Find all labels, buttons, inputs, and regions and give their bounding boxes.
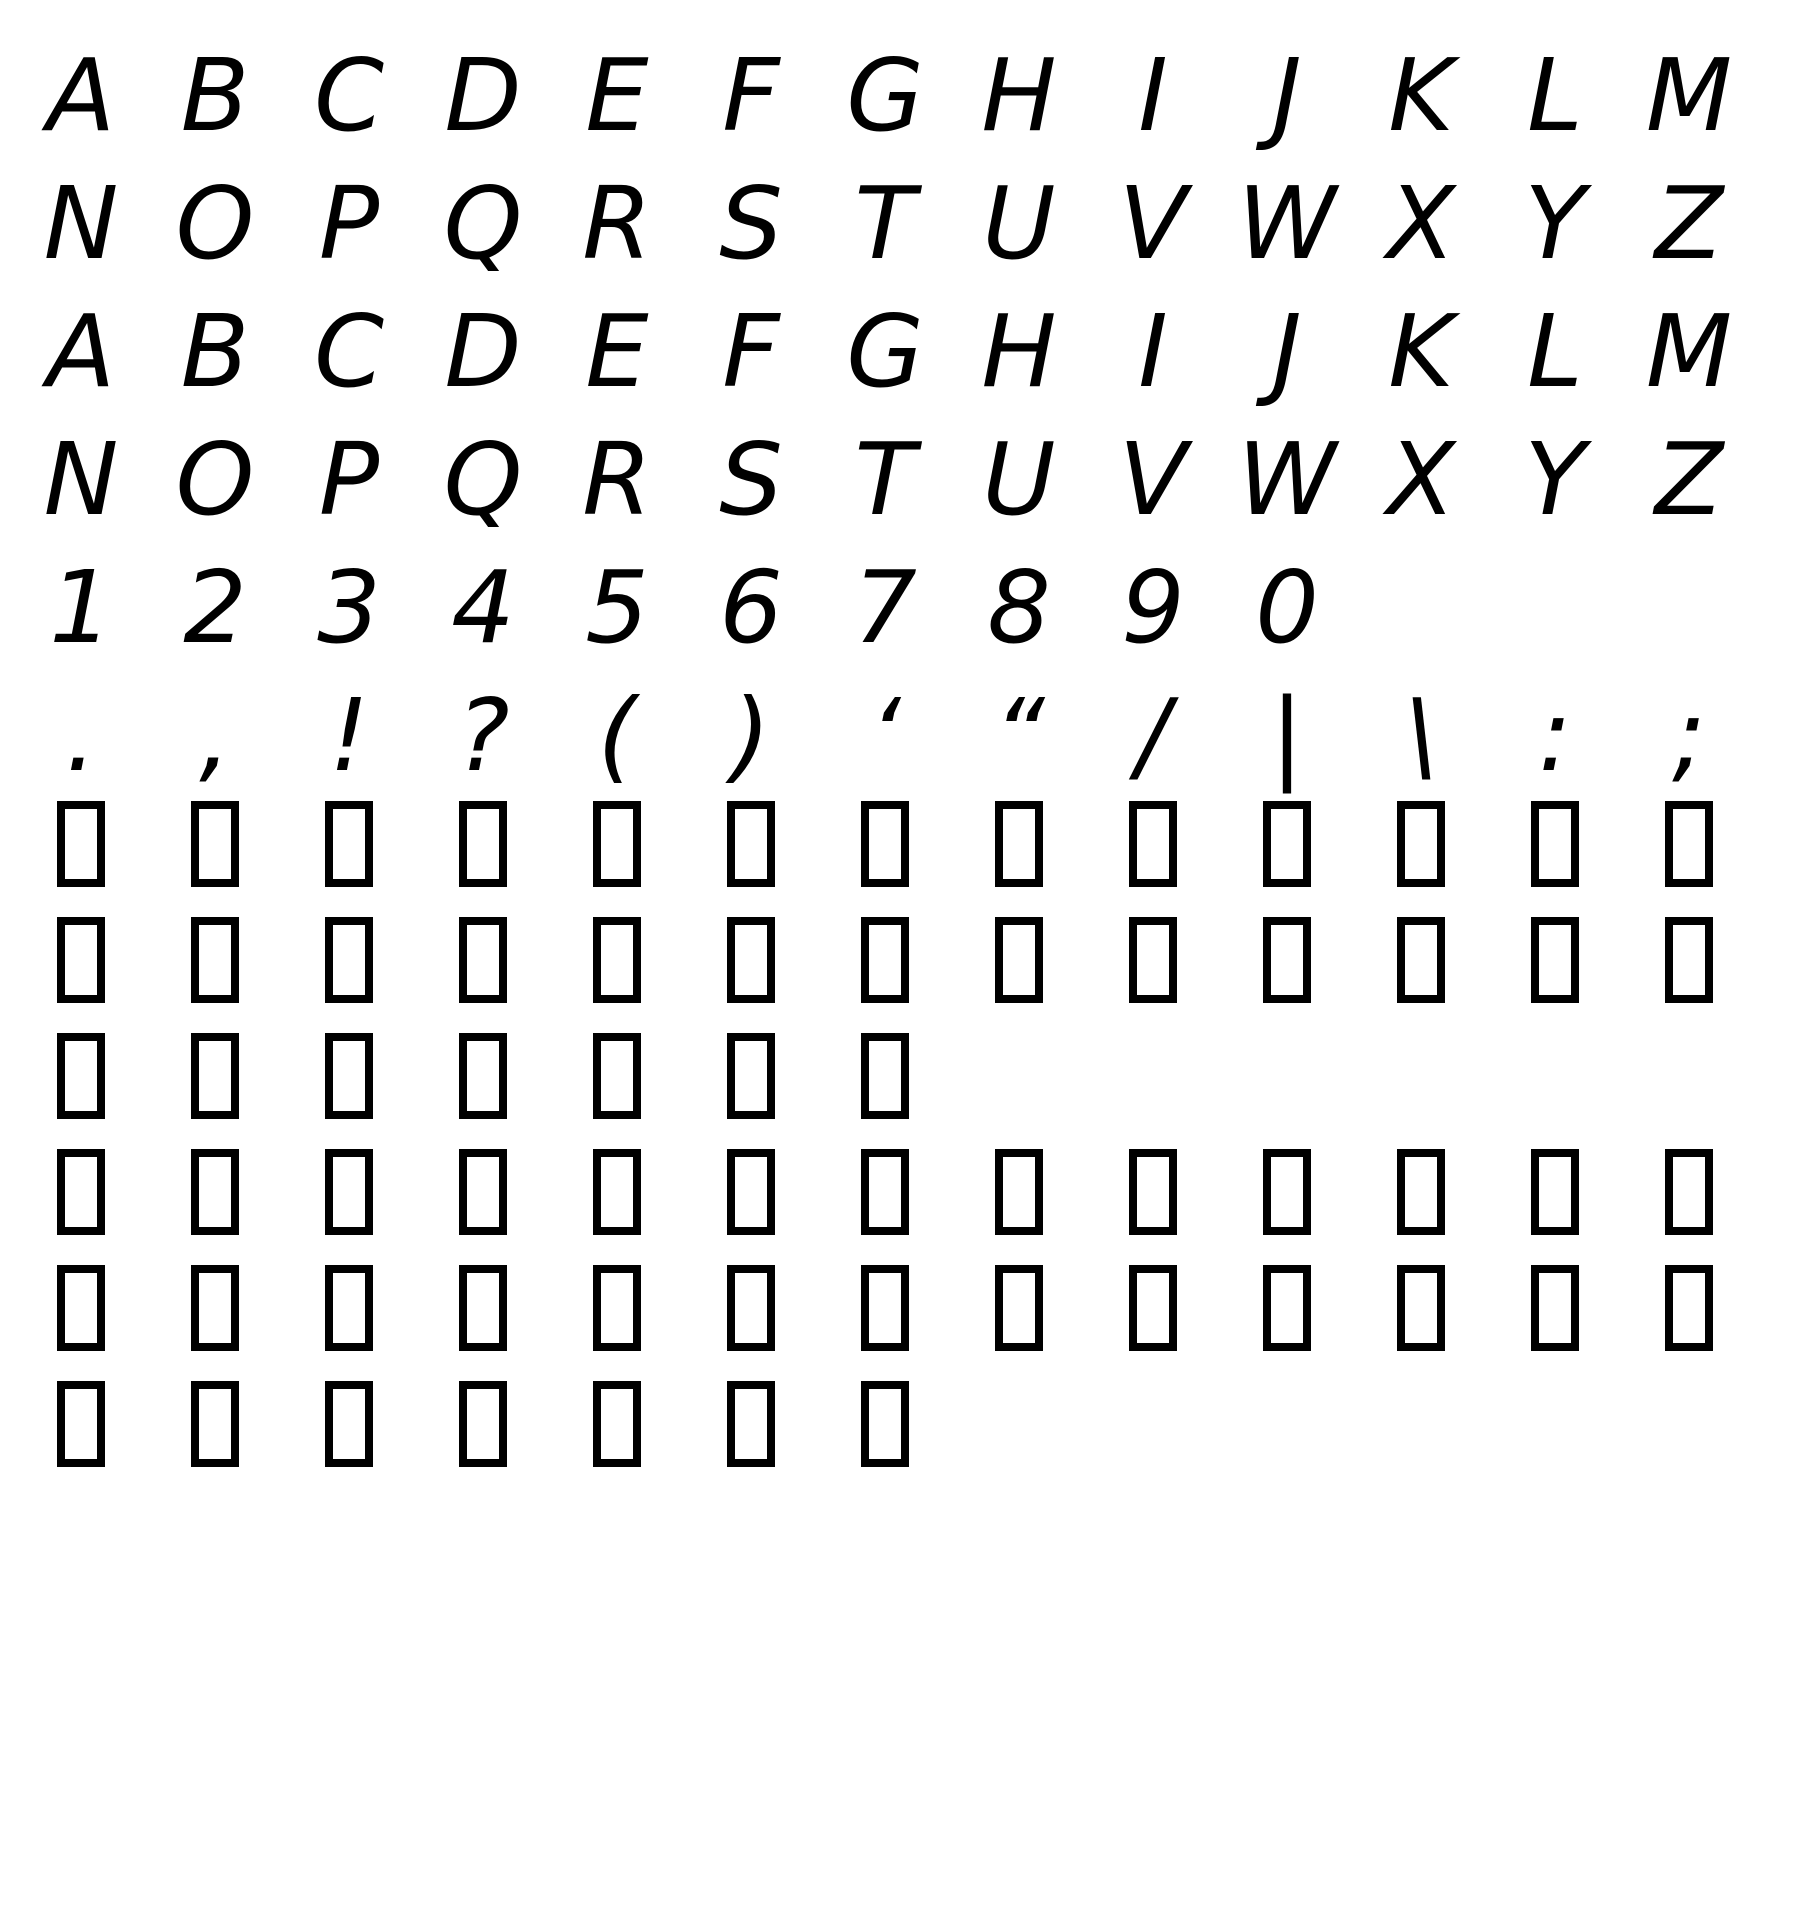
tofu-icon: [727, 1265, 775, 1351]
missing-glyph-box: [1622, 786, 1756, 902]
missing-glyph-box: [148, 902, 282, 1018]
tofu-icon: [459, 801, 507, 887]
missing-glyph-box: [684, 1366, 818, 1482]
tofu-icon: [727, 1033, 775, 1119]
glyph-cell: 7: [853, 549, 917, 666]
glyph-cell: Z: [1654, 421, 1724, 538]
glyph-cell: 4: [451, 549, 515, 666]
tofu-icon: [593, 1381, 641, 1467]
glyph-cell: !: [328, 677, 370, 794]
tofu-icon: [57, 1149, 105, 1235]
missing-glyph-box: [14, 1018, 148, 1134]
glyph-cell: T: [854, 421, 916, 538]
glyph-cell: R: [582, 165, 652, 282]
missing-glyph-box: [550, 902, 684, 1018]
glyph-cell: J: [1272, 37, 1302, 154]
tofu-icon: [191, 1033, 239, 1119]
glyph-cell: |: [1270, 677, 1304, 794]
glyph-cell: I: [1138, 37, 1168, 154]
glyph-cell: V: [1118, 421, 1188, 538]
missing-glyph-box: [550, 1018, 684, 1134]
missing-glyph-box: [684, 1018, 818, 1134]
missing-glyph-box: [282, 902, 416, 1018]
glyph-cell: \: [1404, 677, 1438, 794]
missing-glyph-box: [550, 1366, 684, 1482]
missing-glyph-box: [1220, 1250, 1354, 1366]
glyph-cell: P: [318, 421, 380, 538]
missing-glyph-box: [550, 1134, 684, 1250]
missing-glyph-box: [282, 786, 416, 902]
missing-glyph-box: [416, 1018, 550, 1134]
missing-glyph-box: [1622, 1134, 1756, 1250]
tofu-icon: [861, 1265, 909, 1351]
missing-glyphs-row-2: [14, 902, 1764, 1018]
glyph-cell: 0: [1255, 549, 1319, 666]
glyph-cell: ): [731, 677, 771, 794]
glyph-cell: J: [1272, 293, 1302, 410]
glyph-cell: L: [1527, 293, 1583, 410]
missing-glyph-box: [1086, 1250, 1220, 1366]
tofu-icon: [1531, 1265, 1579, 1351]
tofu-icon: [191, 1149, 239, 1235]
tofu-icon: [727, 1149, 775, 1235]
tofu-icon: [459, 1149, 507, 1235]
missing-glyph-box: [952, 786, 1086, 902]
tofu-icon: [727, 1381, 775, 1467]
missing-glyph-box: [14, 786, 148, 902]
punctuation: [14, 658, 1764, 794]
glyph-cell: 3: [317, 549, 381, 666]
glyph-cell: E: [585, 293, 649, 410]
glyph-cell: O: [175, 421, 255, 538]
uppercase-alt-a-m: [14, 274, 1764, 410]
missing-glyph-box: [416, 1134, 550, 1250]
glyph-cell: S: [719, 421, 783, 538]
missing-glyph-box: [818, 1250, 952, 1366]
tofu-icon: [1129, 917, 1177, 1003]
uppercase-alt-n-z: [14, 402, 1764, 538]
missing-glyph-box: [684, 1250, 818, 1366]
missing-glyph-box: [282, 1250, 416, 1366]
glyph-cell: ,: [199, 677, 231, 794]
missing-glyph-box: [1086, 902, 1220, 1018]
tofu-icon: [191, 1381, 239, 1467]
missing-glyph-box: [148, 1134, 282, 1250]
glyph-cell: S: [719, 165, 783, 282]
missing-glyph-box: [818, 786, 952, 902]
tofu-icon: [861, 1381, 909, 1467]
missing-glyph-box: [14, 1250, 148, 1366]
glyph-cell: G: [846, 293, 924, 410]
tofu-icon: [1397, 917, 1445, 1003]
glyph-cell: Z: [1654, 165, 1724, 282]
tofu-icon: [57, 1381, 105, 1467]
missing-glyph-box: [1220, 1134, 1354, 1250]
missing-glyph-box: [684, 786, 818, 902]
glyph-cell: ?: [456, 677, 510, 794]
glyph-cell: Y: [1524, 421, 1586, 538]
tofu-icon: [1665, 1265, 1713, 1351]
tofu-icon: [1665, 801, 1713, 887]
missing-glyph-box: [148, 1018, 282, 1134]
glyph-cell: T: [854, 165, 916, 282]
glyph-cell: H: [981, 37, 1057, 154]
missing-glyph-box: [1622, 902, 1756, 1018]
tofu-icon: [57, 1033, 105, 1119]
glyph-cell: Q: [443, 165, 523, 282]
tofu-icon: [861, 1033, 909, 1119]
glyph-cell: V: [1118, 165, 1188, 282]
tofu-icon: [593, 917, 641, 1003]
glyph-cell: :: [1538, 677, 1572, 794]
tofu-icon: [325, 1265, 373, 1351]
missing-glyph-box: [1622, 1250, 1756, 1366]
missing-glyph-box: [952, 1250, 1086, 1366]
glyph-cell: A: [46, 293, 116, 410]
missing-glyph-box: [1488, 902, 1622, 1018]
glyph-cell: B: [180, 293, 250, 410]
glyph-cell: U: [982, 165, 1056, 282]
missing-glyph-box: [684, 1134, 818, 1250]
glyph-cell: I: [1138, 293, 1168, 410]
tofu-icon: [325, 1381, 373, 1467]
glyph-cell: .: [65, 677, 97, 794]
glyph-cell: N: [43, 421, 119, 538]
missing-glyph-box: [148, 1250, 282, 1366]
missing-glyph-box: [1354, 1134, 1488, 1250]
missing-glyph-box: [416, 1366, 550, 1482]
uppercase-a-m: [14, 18, 1764, 154]
missing-glyph-box: [1488, 786, 1622, 902]
glyph-cell: G: [846, 37, 924, 154]
glyph-cell: 6: [719, 549, 783, 666]
tofu-icon: [459, 917, 507, 1003]
missing-glyph-box: [148, 1366, 282, 1482]
tofu-icon: [1263, 801, 1311, 887]
tofu-icon: [1397, 1149, 1445, 1235]
glyph-cell: M: [1645, 293, 1733, 410]
tofu-icon: [1129, 1149, 1177, 1235]
glyph-cell: 5: [585, 549, 649, 666]
tofu-icon: [191, 1265, 239, 1351]
glyph-cell: F: [722, 37, 780, 154]
glyph-cell: N: [43, 165, 119, 282]
tofu-icon: [57, 1265, 105, 1351]
missing-glyph-box: [416, 1250, 550, 1366]
tofu-icon: [1263, 1265, 1311, 1351]
tofu-icon: [995, 1149, 1043, 1235]
glyph-cell-empty: [1354, 530, 1488, 658]
tofu-icon: [459, 1033, 507, 1119]
glyph-cell: L: [1527, 37, 1583, 154]
tofu-icon: [1531, 917, 1579, 1003]
glyph-cell: 1: [49, 549, 113, 666]
missing-glyph-box: [1354, 902, 1488, 1018]
tofu-icon: [191, 917, 239, 1003]
tofu-icon: [1531, 801, 1579, 887]
glyph-cell: D: [444, 37, 522, 154]
tofu-icon: [1665, 917, 1713, 1003]
missing-glyph-box: [1220, 902, 1354, 1018]
glyph-cell: D: [444, 293, 522, 410]
missing-glyph-box: [818, 1134, 952, 1250]
glyph-cell: K: [1388, 37, 1454, 154]
tofu-icon: [1263, 1149, 1311, 1235]
missing-glyphs-row-4: [14, 1134, 1764, 1250]
glyph-cell-empty: [1622, 530, 1756, 658]
tofu-icon: [1397, 801, 1445, 887]
tofu-icon: [1665, 1149, 1713, 1235]
tofu-icon: [1397, 1265, 1445, 1351]
glyph-cell: K: [1388, 293, 1454, 410]
glyph-cell: C: [314, 37, 384, 154]
missing-glyph-box: [416, 786, 550, 902]
tofu-icon: [1129, 801, 1177, 887]
missing-glyphs-row-3: [14, 1018, 1764, 1134]
missing-glyph-box: [282, 1018, 416, 1134]
glyph-cell: P: [318, 165, 380, 282]
glyph-cell: B: [180, 37, 250, 154]
tofu-icon: [861, 917, 909, 1003]
missing-glyph-box: [14, 1366, 148, 1482]
tofu-icon: [593, 1265, 641, 1351]
glyph-cell: “: [993, 677, 1045, 794]
glyph-cell: R: [582, 421, 652, 538]
tofu-icon: [861, 1149, 909, 1235]
glyph-cell: O: [175, 165, 255, 282]
tofu-icon: [1129, 1265, 1177, 1351]
tofu-icon: [459, 1381, 507, 1467]
tofu-icon: [727, 917, 775, 1003]
missing-glyphs-row-6: [14, 1366, 1764, 1482]
missing-glyph-box: [952, 902, 1086, 1018]
glyph-cell: /: [1136, 677, 1170, 794]
tofu-icon: [325, 801, 373, 887]
missing-glyph-box: [282, 1134, 416, 1250]
glyph-cell: Y: [1524, 165, 1586, 282]
tofu-icon: [1531, 1149, 1579, 1235]
glyph-cell: H: [981, 293, 1057, 410]
digits: [14, 530, 1764, 666]
missing-glyph-box: [550, 1250, 684, 1366]
tofu-icon: [1263, 917, 1311, 1003]
glyph-cell: ‘: [869, 677, 901, 794]
missing-glyph-box: [148, 786, 282, 902]
glyph-cell: U: [982, 421, 1056, 538]
glyph-cell: W: [1237, 165, 1337, 282]
missing-glyph-box: [416, 902, 550, 1018]
missing-glyph-box: [818, 1018, 952, 1134]
missing-glyph-box: [1086, 1134, 1220, 1250]
missing-glyphs-row-1: [14, 786, 1764, 902]
missing-glyph-box: [684, 902, 818, 1018]
glyph-cell: 2: [183, 549, 247, 666]
glyph-cell: A: [46, 37, 116, 154]
glyph-cell: ;: [1672, 677, 1706, 794]
missing-glyphs-row-5: [14, 1250, 1764, 1366]
tofu-icon: [191, 801, 239, 887]
missing-glyph-box: [1488, 1250, 1622, 1366]
missing-glyph-box: [282, 1366, 416, 1482]
tofu-icon: [995, 1265, 1043, 1351]
tofu-icon: [861, 801, 909, 887]
glyph-cell: E: [585, 37, 649, 154]
missing-glyph-box: [550, 786, 684, 902]
missing-glyph-box: [952, 1134, 1086, 1250]
tofu-icon: [593, 1149, 641, 1235]
tofu-icon: [459, 1265, 507, 1351]
missing-glyph-box: [818, 902, 952, 1018]
glyph-cell: C: [314, 293, 384, 410]
tofu-icon: [57, 917, 105, 1003]
missing-glyph-box: [818, 1366, 952, 1482]
glyph-cell: X: [1386, 165, 1456, 282]
missing-glyph-box: [1488, 1134, 1622, 1250]
tofu-icon: [57, 801, 105, 887]
tofu-icon: [727, 801, 775, 887]
glyph-cell: X: [1386, 421, 1456, 538]
glyph-cell: F: [722, 293, 780, 410]
glyph-cell: 9: [1121, 549, 1185, 666]
glyph-cell-empty: [1488, 530, 1622, 658]
glyph-cell: M: [1645, 37, 1733, 154]
missing-glyph-box: [1354, 1250, 1488, 1366]
missing-glyph-box: [1354, 786, 1488, 902]
missing-glyph-box: [14, 902, 148, 1018]
glyph-cell: Q: [443, 421, 523, 538]
glyph-cell: (: [597, 677, 637, 794]
tofu-icon: [995, 917, 1043, 1003]
tofu-icon: [325, 917, 373, 1003]
glyph-cell: W: [1237, 421, 1337, 538]
uppercase-n-z: [14, 146, 1764, 282]
tofu-icon: [325, 1033, 373, 1119]
tofu-icon: [325, 1149, 373, 1235]
tofu-icon: [593, 1033, 641, 1119]
tofu-icon: [593, 801, 641, 887]
missing-glyph-box: [14, 1134, 148, 1250]
missing-glyph-box: [1086, 786, 1220, 902]
tofu-icon: [995, 801, 1043, 887]
glyph-cell: 8: [987, 549, 1051, 666]
missing-glyph-box: [1220, 786, 1354, 902]
